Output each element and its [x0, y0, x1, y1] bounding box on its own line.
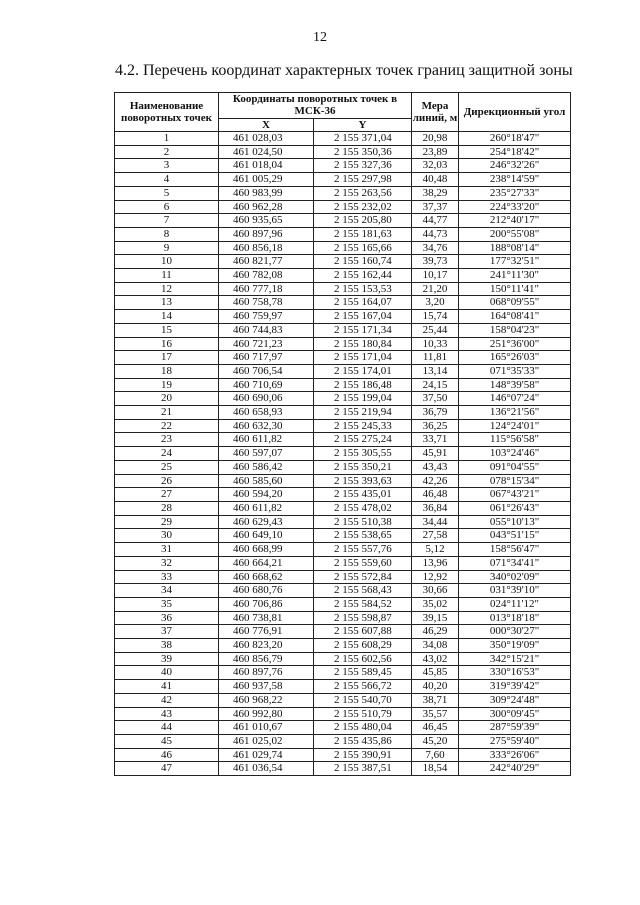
direction-angle-cell: 150°11'41" — [459, 282, 571, 296]
line-length-cell: 42,26 — [412, 474, 459, 488]
point-number-cell: 29 — [115, 515, 219, 529]
direction-angle-cell: 164°08'41" — [459, 310, 571, 324]
table-row — [115, 460, 571, 474]
line-length-cell: 23,89 — [412, 145, 459, 159]
table-row — [115, 543, 571, 557]
point-number-cell: 1 — [115, 132, 219, 146]
point-number-cell: 8 — [115, 227, 219, 241]
x-coordinate-cell: 461 028,03 — [219, 132, 314, 146]
point-number-cell: 23 — [115, 433, 219, 447]
point-number-cell: 36 — [115, 611, 219, 625]
table-row — [115, 611, 571, 625]
direction-angle-cell: 287°59'39" — [459, 721, 571, 735]
x-coordinate-cell: 460 937,58 — [219, 680, 314, 694]
point-number-cell: 35 — [115, 597, 219, 611]
table-header-row — [115, 93, 571, 119]
direction-angle-cell: 071°35'33" — [459, 364, 571, 378]
x-coordinate-cell: 460 611,82 — [219, 433, 314, 447]
direction-angle-cell: 115°56'58" — [459, 433, 571, 447]
point-number-cell: 5 — [115, 186, 219, 200]
line-length-cell: 45,91 — [412, 447, 459, 461]
x-coordinate-cell: 460 897,76 — [219, 666, 314, 680]
y-coordinate-cell: 2 155 186,48 — [314, 378, 412, 392]
x-coordinate-cell: 461 005,29 — [219, 173, 314, 187]
point-number-cell: 25 — [115, 460, 219, 474]
point-number-cell: 24 — [115, 447, 219, 461]
x-coordinate-cell: 460 758,78 — [219, 296, 314, 310]
point-number-cell: 42 — [115, 693, 219, 707]
table-row — [115, 721, 571, 735]
point-number-cell: 17 — [115, 351, 219, 365]
table-row — [115, 310, 571, 324]
table-row — [115, 241, 571, 255]
direction-angle-cell: 300°09'45" — [459, 707, 571, 721]
line-length-cell: 40,48 — [412, 173, 459, 187]
point-number-cell: 21 — [115, 406, 219, 420]
line-length-cell: 10,17 — [412, 269, 459, 283]
y-coordinate-cell: 2 155 390,91 — [314, 748, 412, 762]
x-coordinate-cell: 460 611,82 — [219, 501, 314, 515]
y-coordinate-cell: 2 155 171,04 — [314, 351, 412, 365]
direction-angle-cell: 078°15'34" — [459, 474, 571, 488]
y-coordinate-cell: 2 155 297,98 — [314, 173, 412, 187]
direction-angle-cell: 246°32'26" — [459, 159, 571, 173]
table-row — [115, 584, 571, 598]
table-row — [115, 406, 571, 420]
line-length-cell: 7,60 — [412, 748, 459, 762]
y-coordinate-cell: 2 155 181,63 — [314, 227, 412, 241]
y-coordinate-cell: 2 155 584,52 — [314, 597, 412, 611]
y-coordinate-cell: 2 155 607,88 — [314, 625, 412, 639]
line-length-cell: 34,76 — [412, 241, 459, 255]
line-length-cell: 20,98 — [412, 132, 459, 146]
x-coordinate-cell: 460 776,91 — [219, 625, 314, 639]
line-length-cell: 46,48 — [412, 488, 459, 502]
point-number-cell: 31 — [115, 543, 219, 557]
direction-angle-cell: 238°14'59" — [459, 173, 571, 187]
direction-angle-cell: 275°59'40" — [459, 734, 571, 748]
line-length-cell: 13,96 — [412, 556, 459, 570]
y-coordinate-cell: 2 155 435,86 — [314, 734, 412, 748]
y-coordinate-cell: 2 155 165,66 — [314, 241, 412, 255]
x-coordinate-cell: 460 629,43 — [219, 515, 314, 529]
direction-angle-cell: 013°18'18" — [459, 611, 571, 625]
line-length-cell: 45,85 — [412, 666, 459, 680]
table-row — [115, 378, 571, 392]
table-row — [115, 296, 571, 310]
table-row — [115, 227, 571, 241]
y-coordinate-cell: 2 155 480,04 — [314, 721, 412, 735]
table-row — [115, 186, 571, 200]
page-number: 12 — [313, 30, 327, 45]
line-length-cell: 39,73 — [412, 255, 459, 269]
x-coordinate-cell: 460 782,08 — [219, 269, 314, 283]
x-coordinate-cell: 460 586,42 — [219, 460, 314, 474]
point-number-cell: 39 — [115, 652, 219, 666]
x-coordinate-cell: 460 983,99 — [219, 186, 314, 200]
direction-angle-cell: 024°11'12" — [459, 597, 571, 611]
table-row — [115, 255, 571, 269]
direction-angle-cell: 309°24'48" — [459, 693, 571, 707]
x-coordinate-cell: 460 594,20 — [219, 488, 314, 502]
line-length-cell: 43,43 — [412, 460, 459, 474]
point-number-cell: 9 — [115, 241, 219, 255]
point-number-cell: 4 — [115, 173, 219, 187]
y-coordinate-cell: 2 155 327,36 — [314, 159, 412, 173]
x-coordinate-cell: 460 717,97 — [219, 351, 314, 365]
point-number-cell: 28 — [115, 501, 219, 515]
x-coordinate-cell: 460 777,18 — [219, 282, 314, 296]
line-length-cell: 21,20 — [412, 282, 459, 296]
table-body — [115, 132, 571, 776]
y-coordinate-cell: 2 155 232,02 — [314, 200, 412, 214]
y-coordinate-cell: 2 155 174,01 — [314, 364, 412, 378]
line-length-cell: 40,20 — [412, 680, 459, 694]
y-coordinate-cell: 2 155 538,65 — [314, 529, 412, 543]
direction-angle-cell: 254°18'42" — [459, 145, 571, 159]
line-length-cell: 15,74 — [412, 310, 459, 324]
line-length-cell: 46,29 — [412, 625, 459, 639]
y-coordinate-cell: 2 155 559,60 — [314, 556, 412, 570]
direction-angle-cell: 260°18'47" — [459, 132, 571, 146]
x-coordinate-cell: 460 856,79 — [219, 652, 314, 666]
y-coordinate-cell: 2 155 162,44 — [314, 269, 412, 283]
y-coordinate-cell: 2 155 275,24 — [314, 433, 412, 447]
table-row — [115, 597, 571, 611]
point-number-cell: 41 — [115, 680, 219, 694]
document-title: 4.2. Перечень координат характерных точек границ защитной зоны — [115, 62, 573, 79]
y-coordinate-cell: 2 155 153,53 — [314, 282, 412, 296]
x-coordinate-cell: 460 759,97 — [219, 310, 314, 324]
x-coordinate-cell: 460 597,07 — [219, 447, 314, 461]
line-length-cell: 25,44 — [412, 323, 459, 337]
line-length-cell: 13,14 — [412, 364, 459, 378]
line-length-cell: 44,77 — [412, 214, 459, 228]
line-length-cell: 24,15 — [412, 378, 459, 392]
direction-angle-cell: 319°39'42" — [459, 680, 571, 694]
line-length-cell: 12,92 — [412, 570, 459, 584]
y-coordinate-cell: 2 155 263,56 — [314, 186, 412, 200]
x-coordinate-cell: 460 658,93 — [219, 406, 314, 420]
x-coordinate-cell: 461 018,04 — [219, 159, 314, 173]
point-number-cell: 22 — [115, 419, 219, 433]
direction-angle-cell: 068°09'55" — [459, 296, 571, 310]
x-coordinate-cell: 460 710,69 — [219, 378, 314, 392]
direction-angle-cell: 251°36'00" — [459, 337, 571, 351]
x-coordinate-cell: 460 668,62 — [219, 570, 314, 584]
x-coordinate-cell: 461 036,54 — [219, 762, 314, 776]
line-length-cell: 46,45 — [412, 721, 459, 735]
direction-angle-cell: 158°56'47" — [459, 543, 571, 557]
x-coordinate-cell: 460 706,54 — [219, 364, 314, 378]
header-direction-angle: Дирекционный угол — [459, 93, 571, 132]
point-number-cell: 34 — [115, 584, 219, 598]
direction-angle-cell: 330°16'53" — [459, 666, 571, 680]
table-row — [115, 762, 571, 776]
x-coordinate-cell: 460 962,28 — [219, 200, 314, 214]
table-row — [115, 214, 571, 228]
point-number-cell: 27 — [115, 488, 219, 502]
direction-angle-cell: 103°24'46" — [459, 447, 571, 461]
point-number-cell: 44 — [115, 721, 219, 735]
table-row — [115, 200, 571, 214]
line-length-cell: 3,20 — [412, 296, 459, 310]
x-coordinate-cell: 460 585,60 — [219, 474, 314, 488]
direction-angle-cell: 340°02'09" — [459, 570, 571, 584]
y-coordinate-cell: 2 155 510,79 — [314, 707, 412, 721]
header-coordinates: Координаты поворотных точек в МСК-36 — [219, 93, 412, 119]
table-row — [115, 447, 571, 461]
y-coordinate-cell: 2 155 568,43 — [314, 584, 412, 598]
x-coordinate-cell: 460 823,20 — [219, 639, 314, 653]
table-row — [115, 680, 571, 694]
point-number-cell: 14 — [115, 310, 219, 324]
y-coordinate-cell: 2 155 305,55 — [314, 447, 412, 461]
x-coordinate-cell: 460 738,81 — [219, 611, 314, 625]
direction-angle-cell: 158°04'23" — [459, 323, 571, 337]
y-coordinate-cell: 2 155 435,01 — [314, 488, 412, 502]
line-length-cell: 36,25 — [412, 419, 459, 433]
line-length-cell: 44,73 — [412, 227, 459, 241]
y-coordinate-cell: 2 155 540,70 — [314, 693, 412, 707]
y-coordinate-cell: 2 155 167,04 — [314, 310, 412, 324]
point-number-cell: 47 — [115, 762, 219, 776]
y-coordinate-cell: 2 155 205,80 — [314, 214, 412, 228]
line-length-cell: 18,54 — [412, 762, 459, 776]
line-length-cell: 45,20 — [412, 734, 459, 748]
point-number-cell: 11 — [115, 269, 219, 283]
point-number-cell: 6 — [115, 200, 219, 214]
table-row — [115, 529, 571, 543]
y-coordinate-cell: 2 155 350,21 — [314, 460, 412, 474]
direction-angle-cell: 177°32'51" — [459, 255, 571, 269]
y-coordinate-cell: 2 155 510,38 — [314, 515, 412, 529]
point-number-cell: 3 — [115, 159, 219, 173]
x-coordinate-cell: 460 649,10 — [219, 529, 314, 543]
table-row — [115, 351, 571, 365]
point-number-cell: 13 — [115, 296, 219, 310]
x-coordinate-cell: 460 968,22 — [219, 693, 314, 707]
table-row — [115, 145, 571, 159]
point-number-cell: 38 — [115, 639, 219, 653]
point-number-cell: 30 — [115, 529, 219, 543]
y-coordinate-cell: 2 155 219,94 — [314, 406, 412, 420]
point-number-cell: 43 — [115, 707, 219, 721]
y-coordinate-cell: 2 155 164,07 — [314, 296, 412, 310]
x-coordinate-cell: 461 025,02 — [219, 734, 314, 748]
y-coordinate-cell: 2 155 160,74 — [314, 255, 412, 269]
table-row — [115, 323, 571, 337]
direction-angle-cell: 200°55'08" — [459, 227, 571, 241]
line-length-cell: 35,57 — [412, 707, 459, 721]
table-row — [115, 132, 571, 146]
y-coordinate-cell: 2 155 180,84 — [314, 337, 412, 351]
x-coordinate-cell: 460 680,76 — [219, 584, 314, 598]
table-row — [115, 625, 571, 639]
point-number-cell: 46 — [115, 748, 219, 762]
table-row — [115, 433, 571, 447]
x-coordinate-cell: 461 010,67 — [219, 721, 314, 735]
direction-angle-cell: 342°15'21" — [459, 652, 571, 666]
direction-angle-cell: 241°11'30" — [459, 269, 571, 283]
y-coordinate-cell: 2 155 387,51 — [314, 762, 412, 776]
direction-angle-cell: 165°26'03" — [459, 351, 571, 365]
point-number-cell: 10 — [115, 255, 219, 269]
x-coordinate-cell: 460 706,86 — [219, 597, 314, 611]
x-coordinate-cell: 460 897,96 — [219, 227, 314, 241]
y-coordinate-cell: 2 155 572,84 — [314, 570, 412, 584]
y-coordinate-cell: 2 155 557,76 — [314, 543, 412, 557]
table-row — [115, 639, 571, 653]
line-length-cell: 36,84 — [412, 501, 459, 515]
line-length-cell: 11,81 — [412, 351, 459, 365]
line-length-cell: 38,71 — [412, 693, 459, 707]
point-number-cell: 32 — [115, 556, 219, 570]
header-point-name: Наименование поворотных точек — [115, 93, 219, 132]
x-coordinate-cell: 460 935,65 — [219, 214, 314, 228]
direction-angle-cell: 091°04'55" — [459, 460, 571, 474]
table-row — [115, 173, 571, 187]
y-coordinate-cell: 2 155 371,04 — [314, 132, 412, 146]
table-row — [115, 419, 571, 433]
y-coordinate-cell: 2 155 608,29 — [314, 639, 412, 653]
x-coordinate-cell: 460 632,30 — [219, 419, 314, 433]
y-coordinate-cell: 2 155 589,45 — [314, 666, 412, 680]
line-length-cell: 33,71 — [412, 433, 459, 447]
point-number-cell: 7 — [115, 214, 219, 228]
y-coordinate-cell: 2 155 245,33 — [314, 419, 412, 433]
x-coordinate-cell: 461 029,74 — [219, 748, 314, 762]
point-number-cell: 33 — [115, 570, 219, 584]
line-length-cell: 34,08 — [412, 639, 459, 653]
line-length-cell: 36,79 — [412, 406, 459, 420]
point-number-cell: 20 — [115, 392, 219, 406]
line-length-cell: 38,29 — [412, 186, 459, 200]
table-row — [115, 707, 571, 721]
point-number-cell: 19 — [115, 378, 219, 392]
point-number-cell: 15 — [115, 323, 219, 337]
header-line-length: Мера линий, м — [412, 93, 459, 132]
y-coordinate-cell: 2 155 171,34 — [314, 323, 412, 337]
point-number-cell: 37 — [115, 625, 219, 639]
table-row — [115, 734, 571, 748]
y-coordinate-cell: 2 155 566,72 — [314, 680, 412, 694]
direction-angle-cell: 235°27'33" — [459, 186, 571, 200]
line-length-cell: 32,03 — [412, 159, 459, 173]
line-length-cell: 27,58 — [412, 529, 459, 543]
direction-angle-cell: 146°07'24" — [459, 392, 571, 406]
point-number-cell: 40 — [115, 666, 219, 680]
direction-angle-cell: 061°26'43" — [459, 501, 571, 515]
direction-angle-cell: 055°10'13" — [459, 515, 571, 529]
table-row — [115, 748, 571, 762]
direction-angle-cell: 224°33'20" — [459, 200, 571, 214]
direction-angle-cell: 188°08'14" — [459, 241, 571, 255]
point-number-cell: 26 — [115, 474, 219, 488]
direction-angle-cell: 212°40'17" — [459, 214, 571, 228]
table-row — [115, 501, 571, 515]
line-length-cell: 5,12 — [412, 543, 459, 557]
y-coordinate-cell: 2 155 478,02 — [314, 501, 412, 515]
y-coordinate-cell: 2 155 393,63 — [314, 474, 412, 488]
table-row — [115, 652, 571, 666]
table-row — [115, 337, 571, 351]
coordinates-table — [114, 92, 571, 776]
direction-angle-cell: 067°43'21" — [459, 488, 571, 502]
direction-angle-cell: 350°19'09" — [459, 639, 571, 653]
x-coordinate-cell: 460 721,23 — [219, 337, 314, 351]
x-coordinate-cell: 460 690,06 — [219, 392, 314, 406]
direction-angle-cell: 124°24'01" — [459, 419, 571, 433]
direction-angle-cell: 043°51'15" — [459, 529, 571, 543]
table-row — [115, 556, 571, 570]
line-length-cell: 39,15 — [412, 611, 459, 625]
y-coordinate-cell: 2 155 199,04 — [314, 392, 412, 406]
table-row — [115, 488, 571, 502]
direction-angle-cell: 148°39'58" — [459, 378, 571, 392]
x-coordinate-cell: 460 668,99 — [219, 543, 314, 557]
line-length-cell: 34,44 — [412, 515, 459, 529]
table-row — [115, 693, 571, 707]
direction-angle-cell: 000°30'27" — [459, 625, 571, 639]
line-length-cell: 37,37 — [412, 200, 459, 214]
point-number-cell: 18 — [115, 364, 219, 378]
x-coordinate-cell: 460 664,21 — [219, 556, 314, 570]
direction-angle-cell: 031°39'10" — [459, 584, 571, 598]
table-row — [115, 392, 571, 406]
header-x: X — [219, 119, 314, 132]
x-coordinate-cell: 460 744,83 — [219, 323, 314, 337]
line-length-cell: 10,33 — [412, 337, 459, 351]
table-row — [115, 474, 571, 488]
table-row — [115, 515, 571, 529]
y-coordinate-cell: 2 155 602,56 — [314, 652, 412, 666]
line-length-cell: 43,02 — [412, 652, 459, 666]
point-number-cell: 2 — [115, 145, 219, 159]
table-row — [115, 570, 571, 584]
line-length-cell: 37,50 — [412, 392, 459, 406]
y-coordinate-cell: 2 155 598,87 — [314, 611, 412, 625]
x-coordinate-cell: 461 024,50 — [219, 145, 314, 159]
y-coordinate-cell: 2 155 350,36 — [314, 145, 412, 159]
line-length-cell: 30,66 — [412, 584, 459, 598]
table-row — [115, 269, 571, 283]
direction-angle-cell: 242°40'29" — [459, 762, 571, 776]
header-y: Y — [314, 119, 412, 132]
table-row — [115, 282, 571, 296]
direction-angle-cell: 136°21'56" — [459, 406, 571, 420]
x-coordinate-cell: 460 856,18 — [219, 241, 314, 255]
table-row — [115, 159, 571, 173]
point-number-cell: 45 — [115, 734, 219, 748]
x-coordinate-cell: 460 992,80 — [219, 707, 314, 721]
line-length-cell: 35,02 — [412, 597, 459, 611]
table-row — [115, 666, 571, 680]
direction-angle-cell: 333°26'06" — [459, 748, 571, 762]
point-number-cell: 12 — [115, 282, 219, 296]
x-coordinate-cell: 460 821,77 — [219, 255, 314, 269]
table-row — [115, 364, 571, 378]
direction-angle-cell: 071°34'41" — [459, 556, 571, 570]
point-number-cell: 16 — [115, 337, 219, 351]
